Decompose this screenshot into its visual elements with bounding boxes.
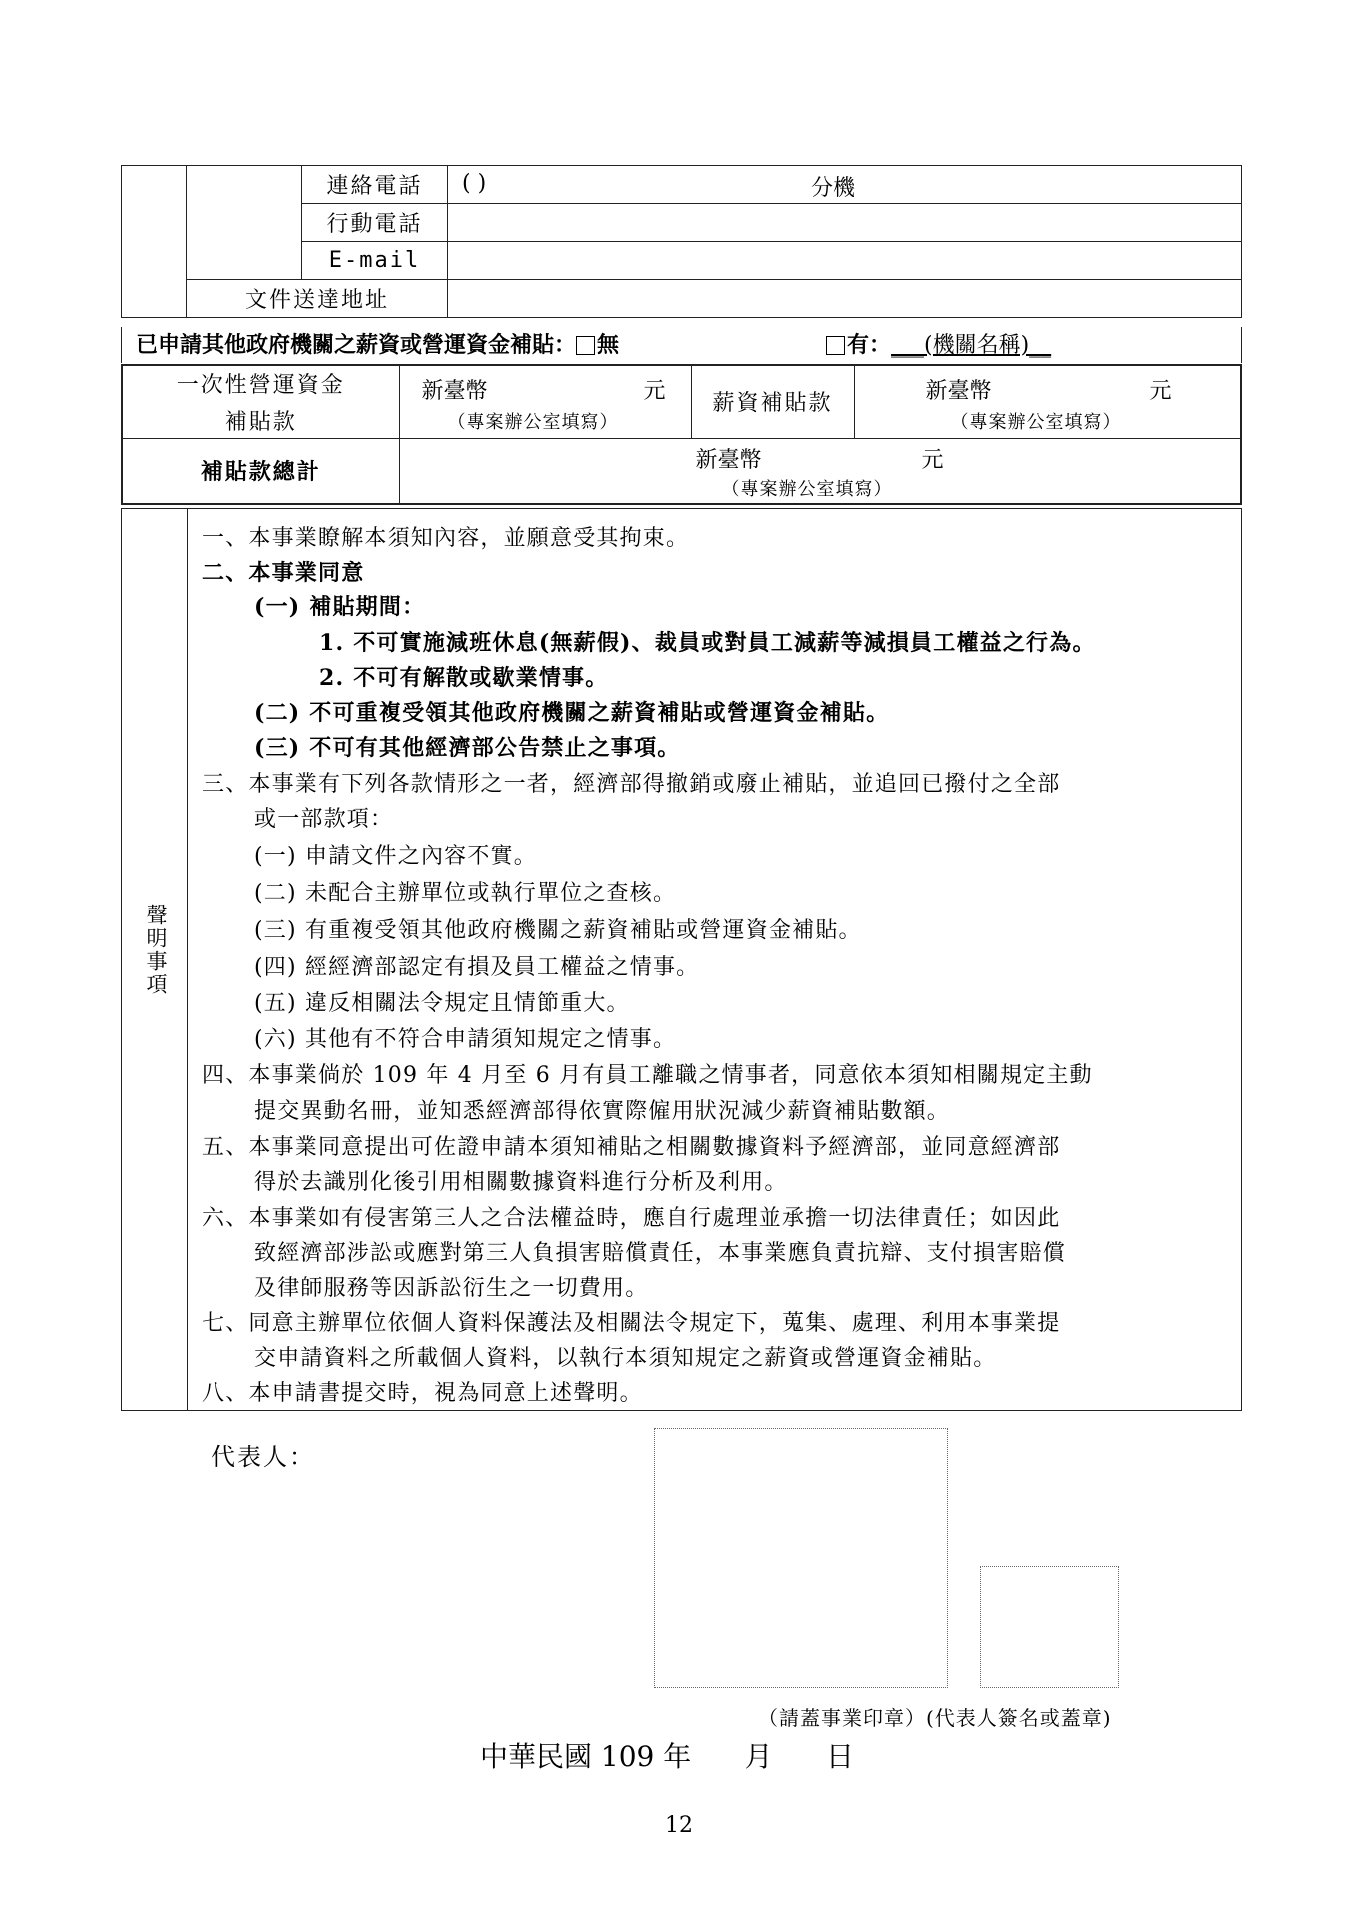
declaration-item: 五、本事業同意提出可佐證申請本須知補貼之相關數據資料予經濟部，並同意經濟部 bbox=[202, 1135, 1061, 1160]
office-note: （專案辦公室填寫） bbox=[447, 412, 619, 433]
checkbox-no[interactable] bbox=[576, 336, 595, 355]
currency-label: 新臺幣 bbox=[421, 379, 488, 404]
total-subsidy-label: 補貼款總計 bbox=[122, 438, 399, 504]
declaration-subitem: (五) 違反相關法令規定且情節重大。 bbox=[254, 991, 630, 1016]
option-no-label: 無 bbox=[597, 332, 620, 358]
declaration-subitem: (四) 經經濟部認定有損及員工權益之情事。 bbox=[254, 955, 700, 980]
phone-area-code: ( ) bbox=[462, 171, 487, 196]
declaration-subitem: 1. 不可實施減班休息(無薪假)、裁員或對員工減薪等減損員工權益之行為。 bbox=[319, 630, 1096, 656]
unit-label: 元 bbox=[643, 379, 666, 404]
unit-label: 元 bbox=[1149, 379, 1172, 404]
email-field[interactable] bbox=[448, 242, 1242, 280]
salary-subsidy-label: 薪資補貼款 bbox=[691, 365, 854, 438]
declaration-subitem: (二) 未配合主辦單位或執行單位之查核。 bbox=[254, 881, 677, 906]
phone-label: 連絡電話 bbox=[302, 166, 448, 204]
page-number: 12 bbox=[665, 1813, 693, 1838]
declaration-item-cont: 交申請資料之所載個人資料，以執行本須知規定之薪資或營運資金補貼。 bbox=[254, 1346, 997, 1371]
salary-amount-field[interactable] bbox=[854, 365, 1241, 438]
currency-label: 新臺幣 bbox=[925, 379, 992, 404]
declaration-section bbox=[121, 508, 1242, 1411]
declaration-item-cont: 得於去識別化後引用相關數據資料進行分析及利用。 bbox=[254, 1170, 788, 1195]
onetime-label-line2: 補貼款 bbox=[224, 409, 297, 435]
declaration-item-cont: 及律師服務等因訴訟衍生之一切費用。 bbox=[254, 1276, 649, 1301]
address-label: 文件送達地址 bbox=[187, 280, 448, 318]
email-label: E-mail bbox=[302, 242, 448, 280]
option-yes-label: 有： bbox=[847, 332, 892, 358]
address-field[interactable] bbox=[448, 280, 1242, 318]
checkbox-yes[interactable] bbox=[826, 336, 845, 355]
unit-label: 元 bbox=[921, 447, 944, 473]
declaration-subitem: (三) 有重複受領其他政府機關之薪資補貼或營運資金補貼。 bbox=[254, 918, 862, 943]
office-note: （專案辦公室填寫） bbox=[950, 412, 1122, 433]
agency-name-field[interactable]: ___(機關名稱)__ bbox=[891, 333, 1052, 358]
declaration-item: 一、本事業瞭解本須知內容，並願意受其拘束。 bbox=[202, 526, 690, 551]
declaration-item-cont: 或一部款項： bbox=[254, 807, 394, 832]
phone-field[interactable] bbox=[448, 166, 1242, 204]
declaration-item: 二、本事業同意 bbox=[202, 560, 365, 586]
declaration-item: 六、本事業如有侵害第三人之合法權益時，應自行處理並承擔一切法律責任；如因此 bbox=[202, 1206, 1061, 1231]
declaration-label: 聲明事項 bbox=[144, 904, 168, 996]
declaration-subitem: (一) 補貼期間： bbox=[254, 594, 426, 620]
declaration-item: 八、本申請書提交時，視為同意上述聲明。 bbox=[202, 1381, 643, 1406]
declaration-subitem: (二) 不可重複受領其他政府機關之薪資補貼或營運資金補貼。 bbox=[254, 700, 890, 726]
total-amount-field[interactable] bbox=[399, 438, 1241, 504]
application-date: 中華民國 109 年 月 日 bbox=[480, 1740, 855, 1773]
other-subsidy-row bbox=[121, 327, 1242, 363]
currency-label: 新臺幣 bbox=[695, 447, 762, 473]
representative-seal-box[interactable] bbox=[980, 1566, 1119, 1688]
declaration-item-cont: 提交異動名冊，並知悉經濟部得依實際僱用狀況減少薪資補貼數額。 bbox=[254, 1099, 951, 1124]
contact-table bbox=[121, 165, 1242, 318]
office-note: （專案辦公室填寫） bbox=[721, 478, 893, 500]
declaration-subitem: (三) 不可有其他經濟部公告禁止之事項。 bbox=[254, 735, 681, 761]
blank-cell bbox=[122, 166, 187, 318]
representative-label: 代表人： bbox=[211, 1443, 315, 1471]
declaration-item: 四、本事業倘於 109 年 4 月至 6 月有員工離職之情事者，同意依本須知相關規定主動 bbox=[202, 1063, 1093, 1088]
blank-cell bbox=[187, 166, 302, 280]
onetime-amount-field[interactable] bbox=[399, 365, 691, 438]
onetime-label-line1: 一次性營運資金 bbox=[176, 372, 345, 398]
declaration-item: 七、同意主辦單位依個人資料保護法及相關法令規定下，蒐集、處理、利用本事業提 bbox=[202, 1311, 1061, 1336]
declaration-subitem: 2. 不可有解散或歇業情事。 bbox=[319, 665, 609, 691]
declaration-subitem: (一) 申請文件之內容不實。 bbox=[254, 844, 537, 869]
amount-table bbox=[121, 364, 1242, 505]
other-subsidy-question: 已申請其他政府機關之薪資或營運資金補貼： bbox=[136, 332, 577, 358]
mobile-label: 行動電話 bbox=[302, 204, 448, 242]
declaration-label-cell bbox=[122, 509, 188, 1410]
extension-label: 分機 bbox=[811, 176, 856, 201]
stamp-caption: （請蓋事業印章）(代表人簽名或蓋章) bbox=[758, 1706, 1112, 1730]
onetime-subsidy-label bbox=[122, 365, 399, 438]
company-seal-box[interactable] bbox=[654, 1428, 948, 1688]
declaration-item-cont: 致經濟部涉訟或應對第三人負損害賠償責任，本事業應負責抗辯、支付損害賠償 bbox=[254, 1241, 1067, 1266]
mobile-field[interactable] bbox=[448, 204, 1242, 242]
declaration-item: 三、本事業有下列各款情形之一者，經濟部得撤銷或廢止補貼，並追回已撥付之全部 bbox=[202, 772, 1061, 797]
declaration-subitem: (六) 其他有不符合申請須知規定之情事。 bbox=[254, 1027, 677, 1052]
